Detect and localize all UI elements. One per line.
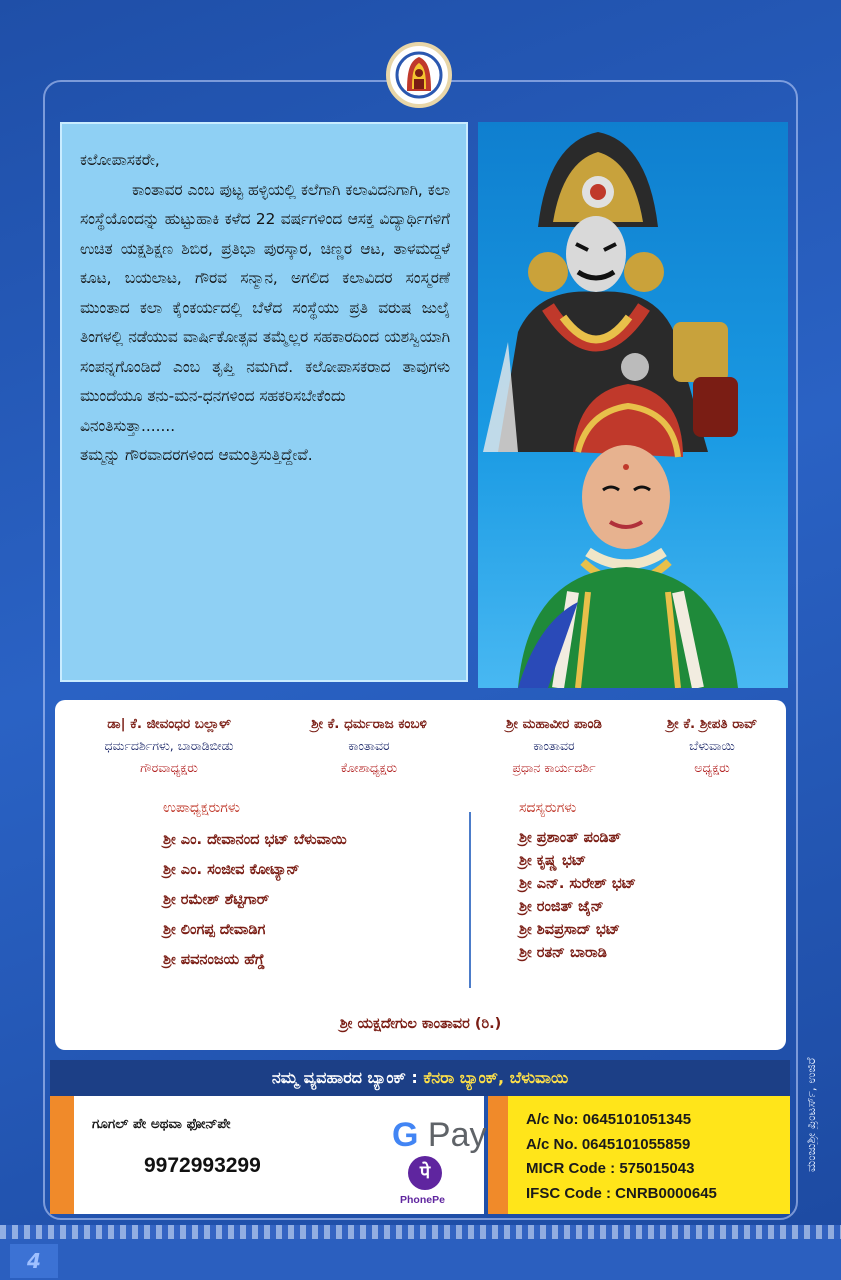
google-g-letter: G — [392, 1116, 419, 1154]
officer-general-secretary — [469, 716, 639, 776]
yakshagana-artwork — [478, 122, 788, 688]
officer-role: ಕೋಶಾಧ್ಯಕ್ಷರು — [340, 760, 398, 775]
officer-president — [645, 716, 779, 776]
phonepe-logo-icon: पे — [408, 1156, 442, 1190]
members-list — [519, 830, 636, 961]
phonepe-label: PhonePe — [400, 1194, 445, 1206]
list-item: ಶ್ರೀ ಎನ್. ಸುರೇಶ್ ಭಟ್ — [519, 876, 636, 892]
list-item: ಶ್ರೀ ಪ್ರಶಾಂತ್ ಪಂಡಿತ್ — [519, 830, 621, 846]
letter-closing-request: ವಿನಂತಿಸುತ್ತಾ....... — [80, 416, 176, 435]
list-item: ಶ್ರೀ ರತನ್ ಬಾರಾಡಿ — [519, 945, 607, 961]
list-item: ಶ್ರೀ ರಂಜಿತ್ ಜೈನ್ — [519, 899, 604, 915]
officer-place: ಧರ್ಮದರ್ಶಿಗಳು, ಬಾರಾಡಿಬೀಡು — [104, 738, 234, 753]
printer-credit: ಮಂಜುಶ್ರೀ ಪ್ರಿಂಟರ್ಸ್, ಉಜಿರೆ — [804, 1057, 818, 1173]
vice-presidents-heading: ಉಪಾಧ್ಯಕ್ಷರುಗಳು — [163, 800, 240, 816]
letter-body: ಕಾಂತಾವರ ಎಂಬ ಪುಟ್ಟ ಹಳ್ಳಿಯಲ್ಲಿ ಕಲೆಗಾಗಿ ಕಲಾವಿದನಿಗಾಗಿ, ಕಲಾ ಸಂಸ್ಥೆಯೊಂದನ್ನು ಹುಟ್ಟುಹಾಕಿ ಕಳೆದ 22 ವರ್ಷಗಳಿಂದ ಆಸಕ್ತ ವಿದ್ಯಾರ್ಥಿಗಳಿಗೆ ಉಚಿತ ಯಕ್ಷಶಿಕ್ಷಣ ಶಿಬಿರ, ಪ್ರತಿಭಾ ಪುರಸ್ಕಾರ, ಚಿಣ್ಣರ ಆಟ, ತಾಳಮದ್ದಳೆ ಕೂಟ, ಬಯಲಾಟ, ಗೌರವ ಸನ್ಮಾನ, ಅಗಲಿದ ಕಲಾವಿದರ ಸಂಸ್ಮರಣೆ ಮುಂತಾದ ಕಲಾ ಕೈಂಕರ್ಯದಲ್ಲಿ ಬೆಳೆದ ಸಂಸ್ಥೆಯು ಪ್ರತಿ ವರುಷ ಜುಲೈ ತಿಂಗಳಲ್ಲಿ ನಡೆಯುವ ವಾರ್ಷಿಕೋತ್ಸವ ತಮ್ಮೆಲ್ಲರ ಸಹಕಾರದಿಂದ ಯಶಸ್ವಿಯಾಗಿ ಸಂಪನ್ನಗೊಂಡಿದೆ ಎಂಬ ತೃಪ್ತಿ ನಮಗಿದೆ. ಕಲೋಪಾಸಕರಾದ ತಾವುಗಳು ಮುಂದೆಯೂ ತನು-ಮನ-ಧನಗಳಿಂದ ಸಹಕರಿಸಬೇಕೆಂದು — [80, 180, 450, 405]
officer-name: ಶ್ರೀ ಕೆ. ಧರ್ಮರಾಜ ಕಂಬಳಿ — [311, 716, 427, 732]
bank-banner — [50, 1060, 790, 1096]
payment-box — [50, 1096, 487, 1214]
google-pay-logo-icon — [392, 1116, 487, 1155]
members-heading: ಸದಸ್ಯರುಗಳು — [519, 800, 577, 816]
yakshagana-performers-image — [478, 122, 788, 688]
officer-role: ಗೌರವಾಧ್ಯಕ್ಷರು — [140, 760, 198, 775]
account-details-box — [488, 1096, 790, 1214]
organization-logo — [386, 42, 452, 108]
payment-phone-number: 9972993299 — [144, 1154, 261, 1177]
organization-name: ಶ್ರೀ ಯಕ್ಷದೇಗುಲ ಕಾಂತಾವರ (ರಿ.) — [339, 1016, 502, 1032]
list-item: ಶ್ರೀ ಶಿವಪ್ರಸಾದ್ ಭಟ್ — [519, 922, 621, 938]
temple-emblem-icon — [395, 51, 443, 99]
officer-name: ಡಾ| ಕೆ. ಜೀವಂಧರ ಬಲ್ಲಾಳ್ — [107, 716, 231, 732]
bank-name: ಕೆನರಾ ಬ್ಯಾಂಕ್, ಬೆಳುವಾಯಿ — [423, 1068, 569, 1087]
list-item: ಶ್ರೀ ಲಿಂಗಪ್ಪ ದೇವಾಡಿಗ — [163, 922, 266, 938]
letter-closing-invite: ತಮ್ಮನ್ನು ಗೌರವಾದರಗಳಿಂದ ಆಮಂತ್ರಿಸುತ್ತಿದ್ದೇವೆ. — [80, 446, 313, 464]
officer-place: ಬೆಳುವಾಯಿ — [689, 738, 735, 753]
decorative-border-strip — [0, 1225, 841, 1239]
list-item: ಶ್ರೀ ರಮೇಶ್ ಶೆಟ್ಟಿಗಾರ್ — [163, 892, 270, 908]
letter-greeting: ಕಲೋಪಾಸಕರೇ, — [80, 151, 160, 169]
list-item: ಶ್ರೀ ಕೃಷ್ಣ ಭಟ್ — [519, 853, 587, 869]
invitation-letter — [60, 122, 468, 682]
officer-place: ಕಾಂತಾವರ — [348, 738, 390, 753]
officer-name: ಶ್ರೀ ಮಹಾವೀರ ಪಾಂಡಿ — [506, 716, 602, 732]
officer-treasurer — [281, 716, 457, 776]
bank-label: ನಮ್ಮ ವ್ಯವಹಾರದ ಬ್ಯಾಂಕ್ : — [271, 1068, 418, 1087]
column-divider — [469, 812, 471, 988]
ifsc-code: IFSC Code : CNRB0000645 — [526, 1184, 717, 1202]
account-number-2: A/c No. 0645101055859 — [526, 1135, 691, 1153]
officer-role: ಪ್ರಧಾನ ಕಾರ್ಯದರ್ಶಿ — [512, 760, 596, 775]
account-number-1: A/c No: 0645101051345 — [526, 1111, 692, 1128]
officer-role: ಅಧ್ಯಕ್ಷರು — [694, 760, 730, 775]
officer-place: ಕಾಂತಾವರ — [533, 738, 575, 753]
officer-honorary-president — [69, 716, 269, 776]
payment-label: ಗೂಗಲ್ ಪೇ ಅಥವಾ ಫೋನ್‌ಪೇ — [92, 1116, 231, 1132]
vice-presidents-list — [163, 832, 347, 968]
list-item: ಶ್ರೀ ಪವನಂಜಯ ಹೆಗ್ಡೆ — [163, 952, 265, 968]
list-item: ಶ್ರೀ ಎಂ. ಸಂಜೀವ ಕೋಟ್ಯಾನ್ — [163, 862, 300, 878]
micr-code: MICR Code : 575015043 — [526, 1160, 695, 1177]
committee-board — [55, 700, 786, 1050]
page-number: 4 — [10, 1244, 58, 1278]
google-pay-text: Pay — [427, 1116, 487, 1154]
footer-bar — [0, 1239, 841, 1280]
officer-name: ಶ್ರೀ ಕೆ. ಶ್ರೀಪತಿ ರಾವ್ — [666, 716, 758, 732]
list-item: ಶ್ರೀ ಎಂ. ದೇವಾನಂದ ಭಟ್ ಬೆಳುವಾಯಿ — [163, 832, 347, 848]
